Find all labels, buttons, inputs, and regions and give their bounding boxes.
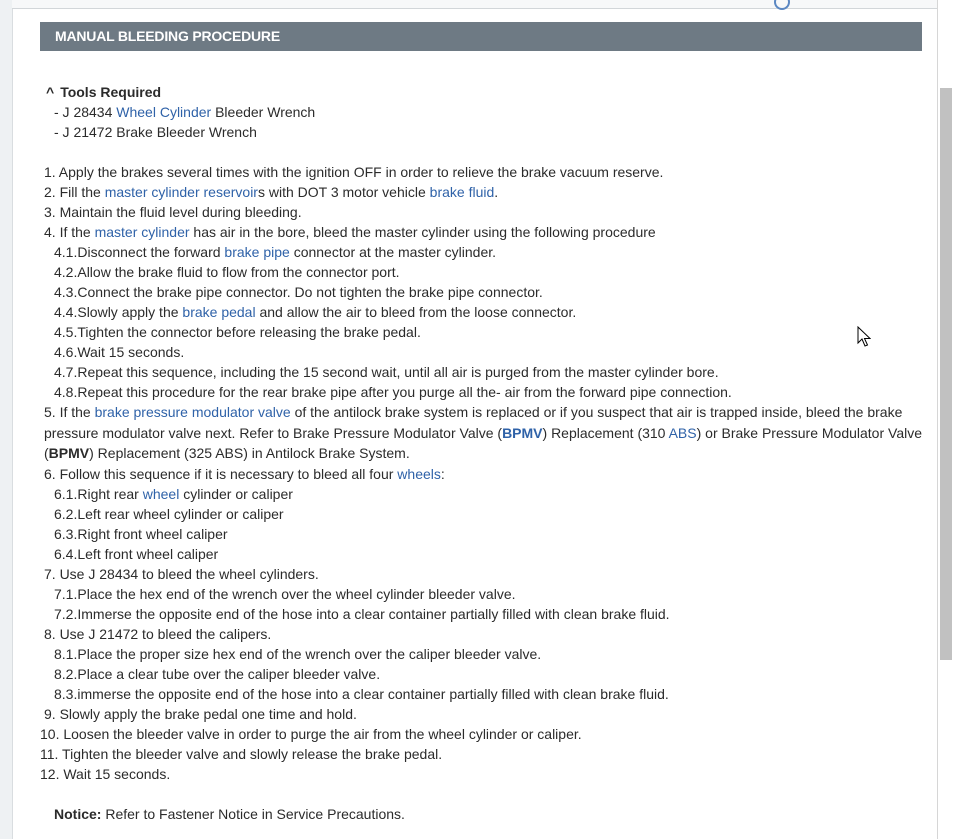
- notice-text: Refer to Fastener Notice in Service Precautions.: [101, 805, 405, 822]
- step-text: has air in the bore, bleed the master cylinder using the following procedure: [189, 224, 656, 240]
- step-12: 12. Wait 15 seconds.: [40, 765, 171, 782]
- window-left-border: [0, 0, 13, 839]
- step-6: [40, 464, 922, 484]
- step-text: of the antilock brake system is replaced or if you suspect that air is trapped inside, bleed the brake pressure modulator valve next. Refer to Brake Pressure Modulator Valve (: [44, 404, 903, 441]
- step-6-1: [40, 484, 922, 504]
- step-text: ) or Brake Pressure Modulator Valve (: [44, 424, 922, 461]
- section-title: MANUAL BLEEDING PROCEDURE: [55, 28, 280, 44]
- step-2: [40, 182, 922, 202]
- collapse-caret-icon[interactable]: ^: [46, 84, 55, 100]
- step-9: 9. Slowly apply the brake pedal one time and hold.: [44, 705, 357, 722]
- link-abs[interactable]: ABS: [668, 424, 697, 441]
- top-toolbar: [12, 0, 937, 9]
- step-text: 4.1.Disconnect the forward: [54, 244, 225, 260]
- step-1: 1. Apply the brakes several times with the ignition OFF in order to relieve the brake vacuum reserve.: [44, 164, 664, 180]
- step-7-1: 7.1.Place the hex end of the wrench over the wheel cylinder bleeder valve.: [54, 585, 516, 602]
- step-text: 4. If the: [44, 224, 95, 240]
- notice: [40, 804, 922, 824]
- refresh-icon[interactable]: [774, 0, 790, 10]
- mouse-cursor-icon: [857, 326, 871, 348]
- tools-title: Tools Required: [60, 84, 162, 100]
- link-brake-fluid[interactable]: brake fluid: [429, 184, 495, 200]
- step-6-3: 6.3.Right front wheel caliper: [54, 525, 228, 542]
- step-text: 4.4.Slowly apply the: [54, 304, 183, 320]
- section-header[interactable]: [40, 22, 922, 51]
- step-8: 8. Use J 21472 to bleed the calipers.: [44, 625, 272, 642]
- step-4-1: [40, 242, 922, 262]
- link-brake-pressure-modulator-valve[interactable]: brake pressure modulator valve: [94, 404, 291, 420]
- notice-label: Notice:: [54, 805, 102, 822]
- step-text: and allow the air to bleed from the loose connector.: [255, 304, 577, 320]
- step-4-3: 4.3.Connect the brake pipe connector. Do not tighten the brake pipe connector.: [54, 284, 543, 300]
- link-wheels[interactable]: wheels: [397, 465, 441, 482]
- link-brake-pipe[interactable]: brake pipe: [224, 244, 290, 260]
- step-7-2: 7.2.Immerse the opposite end of the hose into a clear container partially filled with clean brake fluid.: [54, 605, 670, 622]
- step-4-6: 4.6.Wait 15 seconds.: [54, 344, 185, 360]
- scrollbar-thumb[interactable]: [940, 88, 952, 660]
- step-text: ) Replacement (325 ABS) in Antilock Brake System.: [89, 445, 410, 461]
- step-text: 2. Fill the: [44, 184, 105, 200]
- step-10: 10. Loosen the bleeder valve in order to purge the air from the wheel cylinder or caliper.: [40, 725, 582, 742]
- step-4-5: 4.5.Tighten the connector before releasing the brake pedal.: [54, 324, 421, 340]
- step-text: ) Replacement (310: [542, 424, 669, 441]
- step-text: 6. Follow this sequence if it is necessary to bleed all four: [44, 465, 398, 482]
- step-4-2: 4.2.Allow the brake fluid to flow from the connector port.: [54, 264, 400, 280]
- step-4: [40, 222, 922, 242]
- link-master-cylinder[interactable]: master cylinder: [94, 224, 190, 240]
- link-master-cylinder-reservoir[interactable]: master cylinder reservoir: [104, 184, 258, 200]
- procedure-content: [40, 22, 922, 824]
- step-8-1: 8.1.Place the proper size hex end of the wrench over the caliper bleeder valve.: [54, 645, 542, 662]
- step-5: [40, 402, 922, 464]
- step-4-8: 4.8.Repeat this procedure for the rear brake pipe after you purge all the- air from the forward pipe connection.: [54, 384, 732, 400]
- link-brake-pedal[interactable]: brake pedal: [182, 304, 256, 320]
- step-text: connector at the master cylinder.: [289, 244, 497, 260]
- step-text: s with DOT 3 motor vehicle: [257, 184, 430, 200]
- step-3: 3. Maintain the fluid level during bleeding.: [44, 204, 302, 220]
- step-8-2: 8.2.Place a clear tube over the caliper bleeder valve.: [54, 665, 381, 682]
- step-8-3: 8.3.immerse the opposite end of the hose into a clear container partially filled with clean brake fluid.: [54, 685, 669, 702]
- bpmv-bold: BPMV: [48, 445, 90, 461]
- step-text: 5. If the: [44, 404, 95, 420]
- step-11: 11. Tighten the bleeder valve and slowly release the brake pedal.: [40, 745, 443, 762]
- step-text: .: [494, 184, 499, 200]
- link-wheel[interactable]: wheel: [142, 485, 180, 502]
- tool-text: Bleeder Wrench: [211, 104, 316, 120]
- step-text: :: [440, 465, 445, 482]
- tool-item: - J 21472 Brake Bleeder Wrench: [54, 124, 257, 140]
- step-4-7: 4.7.Repeat this sequence, including the 15 second wait, until all air is purged from the master cylinder bore.: [54, 364, 719, 380]
- step-6-4: 6.4.Left front wheel caliper: [54, 545, 219, 562]
- link-bpmv[interactable]: BPMV: [502, 424, 543, 441]
- step-text: cylinder or caliper: [179, 485, 293, 502]
- step-4-4: [40, 302, 922, 322]
- procedure-steps: [40, 162, 922, 784]
- step-7: 7. Use J 28434 to bleed the wheel cylinders.: [44, 565, 319, 582]
- tool-item: [40, 102, 922, 122]
- step-6-2: 6.2.Left rear wheel cylinder or caliper: [54, 505, 284, 522]
- tool-text: - J 28434: [54, 104, 117, 120]
- step-text: 6.1.Right rear: [54, 485, 143, 502]
- tools-required-toggle[interactable]: [40, 82, 922, 102]
- link-wheel-cylinder[interactable]: Wheel Cylinder: [116, 104, 212, 120]
